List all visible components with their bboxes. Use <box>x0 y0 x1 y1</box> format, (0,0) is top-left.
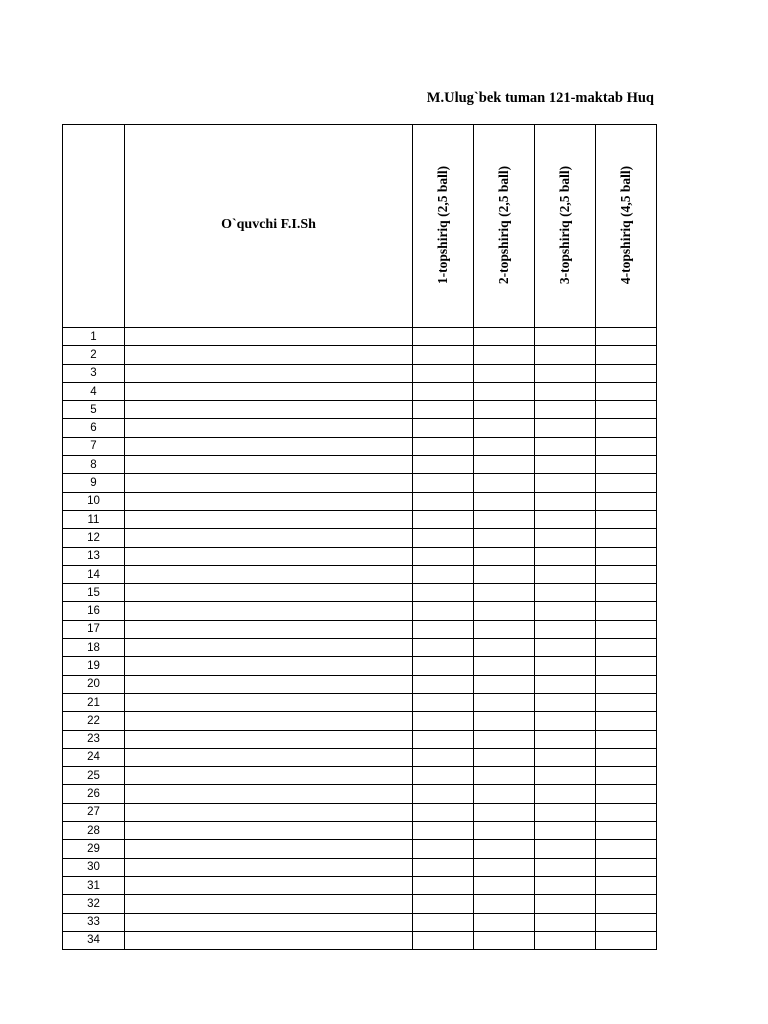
task-1-score-cell[interactable] <box>413 657 474 675</box>
student-name-cell[interactable] <box>125 565 413 583</box>
row-number: 10 <box>63 492 125 510</box>
table-row <box>63 474 657 492</box>
task-2-score-cell[interactable] <box>474 474 535 492</box>
student-name-cell[interactable] <box>125 712 413 730</box>
table-row <box>63 803 657 821</box>
task-2-score-cell[interactable] <box>474 401 535 419</box>
task-1-score-cell[interactable] <box>413 931 474 949</box>
task-3-score-cell[interactable] <box>535 639 596 657</box>
task-1-score-cell[interactable] <box>413 620 474 638</box>
row-number: 19 <box>63 657 125 675</box>
task-2-score-cell[interactable] <box>474 346 535 364</box>
task-4-score-cell[interactable] <box>596 858 657 876</box>
task-3-score-cell[interactable] <box>535 803 596 821</box>
row-number: 12 <box>63 529 125 547</box>
student-name-header-label: O`quvchi F.I.Sh <box>221 217 316 232</box>
table-row <box>63 693 657 711</box>
task-4-score-cell[interactable] <box>596 456 657 474</box>
row-number: 11 <box>63 510 125 528</box>
task-1-score-cell[interactable] <box>413 529 474 547</box>
task-1-column-header <box>413 125 474 328</box>
task-3-score-cell[interactable] <box>535 364 596 382</box>
table-row <box>63 639 657 657</box>
task-4-score-cell[interactable] <box>596 584 657 602</box>
row-number: 2 <box>63 346 125 364</box>
table-row <box>63 675 657 693</box>
task-4-score-cell[interactable] <box>596 675 657 693</box>
task-1-score-cell[interactable] <box>413 785 474 803</box>
table-row <box>63 456 657 474</box>
student-name-cell[interactable] <box>125 346 413 364</box>
task-1-score-cell[interactable] <box>413 748 474 766</box>
table-row <box>63 767 657 785</box>
task-1-score-cell[interactable] <box>413 913 474 931</box>
task-4-score-cell[interactable] <box>596 876 657 894</box>
table-row <box>63 492 657 510</box>
task-2-score-cell[interactable] <box>474 437 535 455</box>
table-row <box>63 328 657 346</box>
task-1-score-cell[interactable] <box>413 382 474 400</box>
student-name-cell[interactable] <box>125 913 413 931</box>
task-4-score-cell[interactable] <box>596 492 657 510</box>
row-number: 1 <box>63 328 125 346</box>
task-1-score-cell[interactable] <box>413 803 474 821</box>
row-number: 6 <box>63 419 125 437</box>
task-4-score-cell[interactable] <box>596 840 657 858</box>
task-3-column-header <box>535 125 596 328</box>
row-number: 22 <box>63 712 125 730</box>
task-1-score-cell[interactable] <box>413 584 474 602</box>
student-name-cell[interactable] <box>125 822 413 840</box>
task-4-score-cell[interactable] <box>596 328 657 346</box>
task-1-score-cell[interactable] <box>413 876 474 894</box>
task-2-header-label: 2-topshiriq (2,5 ball) <box>496 165 511 285</box>
task-2-score-cell[interactable] <box>474 822 535 840</box>
task-2-score-cell[interactable] <box>474 693 535 711</box>
task-2-score-cell[interactable] <box>474 931 535 949</box>
row-number: 28 <box>63 822 125 840</box>
student-name-cell[interactable] <box>125 931 413 949</box>
task-3-score-cell[interactable] <box>535 382 596 400</box>
task-4-score-cell[interactable] <box>596 620 657 638</box>
task-2-score-cell[interactable] <box>474 858 535 876</box>
task-1-score-cell[interactable] <box>413 510 474 528</box>
task-3-score-cell[interactable] <box>535 437 596 455</box>
table-row <box>63 437 657 455</box>
task-2-score-cell[interactable] <box>474 748 535 766</box>
task-2-score-cell[interactable] <box>474 785 535 803</box>
row-number: 29 <box>63 840 125 858</box>
row-number: 21 <box>63 693 125 711</box>
task-2-score-cell[interactable] <box>474 492 535 510</box>
table-row <box>63 840 657 858</box>
task-1-score-cell[interactable] <box>413 456 474 474</box>
row-number: 18 <box>63 639 125 657</box>
task-3-score-cell[interactable] <box>535 785 596 803</box>
task-2-score-cell[interactable] <box>474 510 535 528</box>
task-3-score-cell[interactable] <box>535 492 596 510</box>
table-row <box>63 346 657 364</box>
task-3-score-cell[interactable] <box>535 547 596 565</box>
table-row <box>63 620 657 638</box>
page-title: M.Ulug`bek tuman 121-maktab Huq <box>426 90 654 106</box>
student-name-cell[interactable] <box>125 529 413 547</box>
student-name-cell[interactable] <box>125 401 413 419</box>
task-4-score-cell[interactable] <box>596 803 657 821</box>
task-3-score-cell[interactable] <box>535 730 596 748</box>
task-2-score-cell[interactable] <box>474 620 535 638</box>
score-table <box>62 124 657 950</box>
student-name-cell[interactable] <box>125 840 413 858</box>
student-name-cell[interactable] <box>125 693 413 711</box>
task-1-score-cell[interactable] <box>413 474 474 492</box>
task-4-score-cell[interactable] <box>596 657 657 675</box>
task-1-score-cell[interactable] <box>413 565 474 583</box>
task-4-score-cell[interactable] <box>596 639 657 657</box>
student-name-cell[interactable] <box>125 474 413 492</box>
table-row <box>63 419 657 437</box>
row-number: 16 <box>63 602 125 620</box>
student-name-cell[interactable] <box>125 437 413 455</box>
row-number: 24 <box>63 748 125 766</box>
task-4-score-cell[interactable] <box>596 547 657 565</box>
row-number: 31 <box>63 876 125 894</box>
table-row <box>63 913 657 931</box>
task-4-score-cell[interactable] <box>596 474 657 492</box>
student-name-cell[interactable] <box>125 584 413 602</box>
row-number: 34 <box>63 931 125 949</box>
table-row <box>63 785 657 803</box>
task-4-score-cell[interactable] <box>596 693 657 711</box>
task-1-score-cell[interactable] <box>413 401 474 419</box>
task-4-score-cell[interactable] <box>596 913 657 931</box>
table-row <box>63 822 657 840</box>
task-4-score-cell[interactable] <box>596 565 657 583</box>
task-2-score-cell[interactable] <box>474 913 535 931</box>
task-3-score-cell[interactable] <box>535 657 596 675</box>
task-4-score-cell[interactable] <box>596 437 657 455</box>
table-row <box>63 401 657 419</box>
task-2-score-cell[interactable] <box>474 565 535 583</box>
task-1-score-cell[interactable] <box>413 840 474 858</box>
table-row <box>63 382 657 400</box>
task-2-score-cell[interactable] <box>474 419 535 437</box>
task-4-score-cell[interactable] <box>596 712 657 730</box>
task-3-score-cell[interactable] <box>535 712 596 730</box>
task-2-score-cell[interactable] <box>474 657 535 675</box>
task-4-column-header <box>596 125 657 328</box>
task-2-score-cell[interactable] <box>474 547 535 565</box>
task-1-score-cell[interactable] <box>413 712 474 730</box>
task-1-score-cell[interactable] <box>413 328 474 346</box>
student-name-cell[interactable] <box>125 895 413 913</box>
table-row <box>63 876 657 894</box>
task-1-score-cell[interactable] <box>413 675 474 693</box>
task-3-score-cell[interactable] <box>535 913 596 931</box>
task-4-score-cell[interactable] <box>596 748 657 766</box>
student-name-cell[interactable] <box>125 364 413 382</box>
task-1-score-cell[interactable] <box>413 639 474 657</box>
student-name-cell[interactable] <box>125 785 413 803</box>
task-2-score-cell[interactable] <box>474 675 535 693</box>
row-number: 25 <box>63 767 125 785</box>
row-number: 33 <box>63 913 125 931</box>
task-4-score-cell[interactable] <box>596 931 657 949</box>
task-4-score-cell[interactable] <box>596 382 657 400</box>
task-1-score-cell[interactable] <box>413 364 474 382</box>
task-1-score-cell[interactable] <box>413 492 474 510</box>
task-2-score-cell[interactable] <box>474 456 535 474</box>
row-number: 14 <box>63 565 125 583</box>
task-1-header-label: 1-topshiriq (2,5 ball) <box>435 165 450 285</box>
task-4-score-cell[interactable] <box>596 346 657 364</box>
student-name-cell[interactable] <box>125 602 413 620</box>
task-4-score-cell[interactable] <box>596 822 657 840</box>
row-number: 27 <box>63 803 125 821</box>
task-4-score-cell[interactable] <box>596 730 657 748</box>
task-3-score-cell[interactable] <box>535 419 596 437</box>
student-name-cell[interactable] <box>125 639 413 657</box>
task-4-score-cell[interactable] <box>596 895 657 913</box>
student-name-cell[interactable] <box>125 547 413 565</box>
task-3-score-cell[interactable] <box>535 346 596 364</box>
task-2-column-header <box>474 125 535 328</box>
table-row <box>63 712 657 730</box>
task-1-score-cell[interactable] <box>413 693 474 711</box>
task-3-score-cell[interactable] <box>535 822 596 840</box>
task-1-score-cell[interactable] <box>413 895 474 913</box>
task-4-score-cell[interactable] <box>596 401 657 419</box>
task-1-score-cell[interactable] <box>413 346 474 364</box>
table-row <box>63 748 657 766</box>
row-number: 7 <box>63 437 125 455</box>
task-2-score-cell[interactable] <box>474 639 535 657</box>
row-number: 8 <box>63 456 125 474</box>
table-row <box>63 584 657 602</box>
task-4-score-cell[interactable] <box>596 785 657 803</box>
table-body <box>63 328 657 950</box>
task-3-score-cell[interactable] <box>535 675 596 693</box>
student-name-cell[interactable] <box>125 748 413 766</box>
row-number: 23 <box>63 730 125 748</box>
student-name-cell[interactable] <box>125 803 413 821</box>
task-3-score-cell[interactable] <box>535 693 596 711</box>
task-3-score-cell[interactable] <box>535 401 596 419</box>
student-name-cell[interactable] <box>125 876 413 894</box>
student-name-cell[interactable] <box>125 456 413 474</box>
task-3-score-cell[interactable] <box>535 529 596 547</box>
task-3-score-cell[interactable] <box>535 858 596 876</box>
table-row <box>63 565 657 583</box>
task-2-score-cell[interactable] <box>474 767 535 785</box>
task-2-score-cell[interactable] <box>474 328 535 346</box>
table-row <box>63 895 657 913</box>
number-column-header <box>63 125 125 328</box>
task-2-score-cell[interactable] <box>474 529 535 547</box>
task-2-score-cell[interactable] <box>474 895 535 913</box>
table-row <box>63 510 657 528</box>
task-4-score-cell[interactable] <box>596 767 657 785</box>
task-3-score-cell[interactable] <box>535 584 596 602</box>
task-4-score-cell[interactable] <box>596 364 657 382</box>
task-4-score-cell[interactable] <box>596 529 657 547</box>
student-name-column-header <box>125 125 413 328</box>
task-3-score-cell[interactable] <box>535 602 596 620</box>
task-3-score-cell[interactable] <box>535 748 596 766</box>
task-4-score-cell[interactable] <box>596 510 657 528</box>
row-number: 32 <box>63 895 125 913</box>
task-1-score-cell[interactable] <box>413 730 474 748</box>
row-number: 4 <box>63 382 125 400</box>
student-name-cell[interactable] <box>125 382 413 400</box>
student-name-cell[interactable] <box>125 767 413 785</box>
task-3-score-cell[interactable] <box>535 565 596 583</box>
task-1-score-cell[interactable] <box>413 437 474 455</box>
task-1-score-cell[interactable] <box>413 858 474 876</box>
table-row <box>63 529 657 547</box>
task-2-score-cell[interactable] <box>474 712 535 730</box>
task-3-score-cell[interactable] <box>535 456 596 474</box>
task-1-score-cell[interactable] <box>413 547 474 565</box>
table-row <box>63 931 657 949</box>
student-name-cell[interactable] <box>125 419 413 437</box>
task-3-score-cell[interactable] <box>535 474 596 492</box>
table-row <box>63 602 657 620</box>
task-3-score-cell[interactable] <box>535 931 596 949</box>
task-2-score-cell[interactable] <box>474 602 535 620</box>
table-header-row <box>63 125 657 328</box>
task-1-score-cell[interactable] <box>413 822 474 840</box>
task-3-score-cell[interactable] <box>535 328 596 346</box>
row-number: 3 <box>63 364 125 382</box>
task-4-header-label: 4-topshiriq (4,5 ball) <box>618 165 633 285</box>
row-number: 20 <box>63 675 125 693</box>
row-number: 26 <box>63 785 125 803</box>
row-number: 30 <box>63 858 125 876</box>
task-2-score-cell[interactable] <box>474 840 535 858</box>
row-number: 17 <box>63 620 125 638</box>
student-name-cell[interactable] <box>125 492 413 510</box>
task-2-score-cell[interactable] <box>474 584 535 602</box>
task-4-score-cell[interactable] <box>596 602 657 620</box>
task-1-score-cell[interactable] <box>413 602 474 620</box>
table-row <box>63 858 657 876</box>
table-row <box>63 730 657 748</box>
student-name-cell[interactable] <box>125 675 413 693</box>
task-2-score-cell[interactable] <box>474 876 535 894</box>
student-name-cell[interactable] <box>125 510 413 528</box>
table-row <box>63 364 657 382</box>
task-1-score-cell[interactable] <box>413 767 474 785</box>
student-name-cell[interactable] <box>125 620 413 638</box>
task-1-score-cell[interactable] <box>413 419 474 437</box>
row-number: 9 <box>63 474 125 492</box>
task-2-score-cell[interactable] <box>474 382 535 400</box>
task-4-score-cell[interactable] <box>596 419 657 437</box>
task-3-score-cell[interactable] <box>535 895 596 913</box>
task-3-score-cell[interactable] <box>535 620 596 638</box>
task-3-score-cell[interactable] <box>535 876 596 894</box>
row-number: 15 <box>63 584 125 602</box>
table-row <box>63 547 657 565</box>
student-name-cell[interactable] <box>125 328 413 346</box>
task-2-score-cell[interactable] <box>474 730 535 748</box>
student-name-cell[interactable] <box>125 730 413 748</box>
row-number: 13 <box>63 547 125 565</box>
task-3-score-cell[interactable] <box>535 510 596 528</box>
task-3-header-label: 3-topshiriq (2,5 ball) <box>557 165 572 285</box>
task-3-score-cell[interactable] <box>535 840 596 858</box>
task-3-score-cell[interactable] <box>535 767 596 785</box>
row-number: 5 <box>63 401 125 419</box>
student-name-cell[interactable] <box>125 858 413 876</box>
task-2-score-cell[interactable] <box>474 803 535 821</box>
task-2-score-cell[interactable] <box>474 364 535 382</box>
student-name-cell[interactable] <box>125 657 413 675</box>
table-row <box>63 657 657 675</box>
